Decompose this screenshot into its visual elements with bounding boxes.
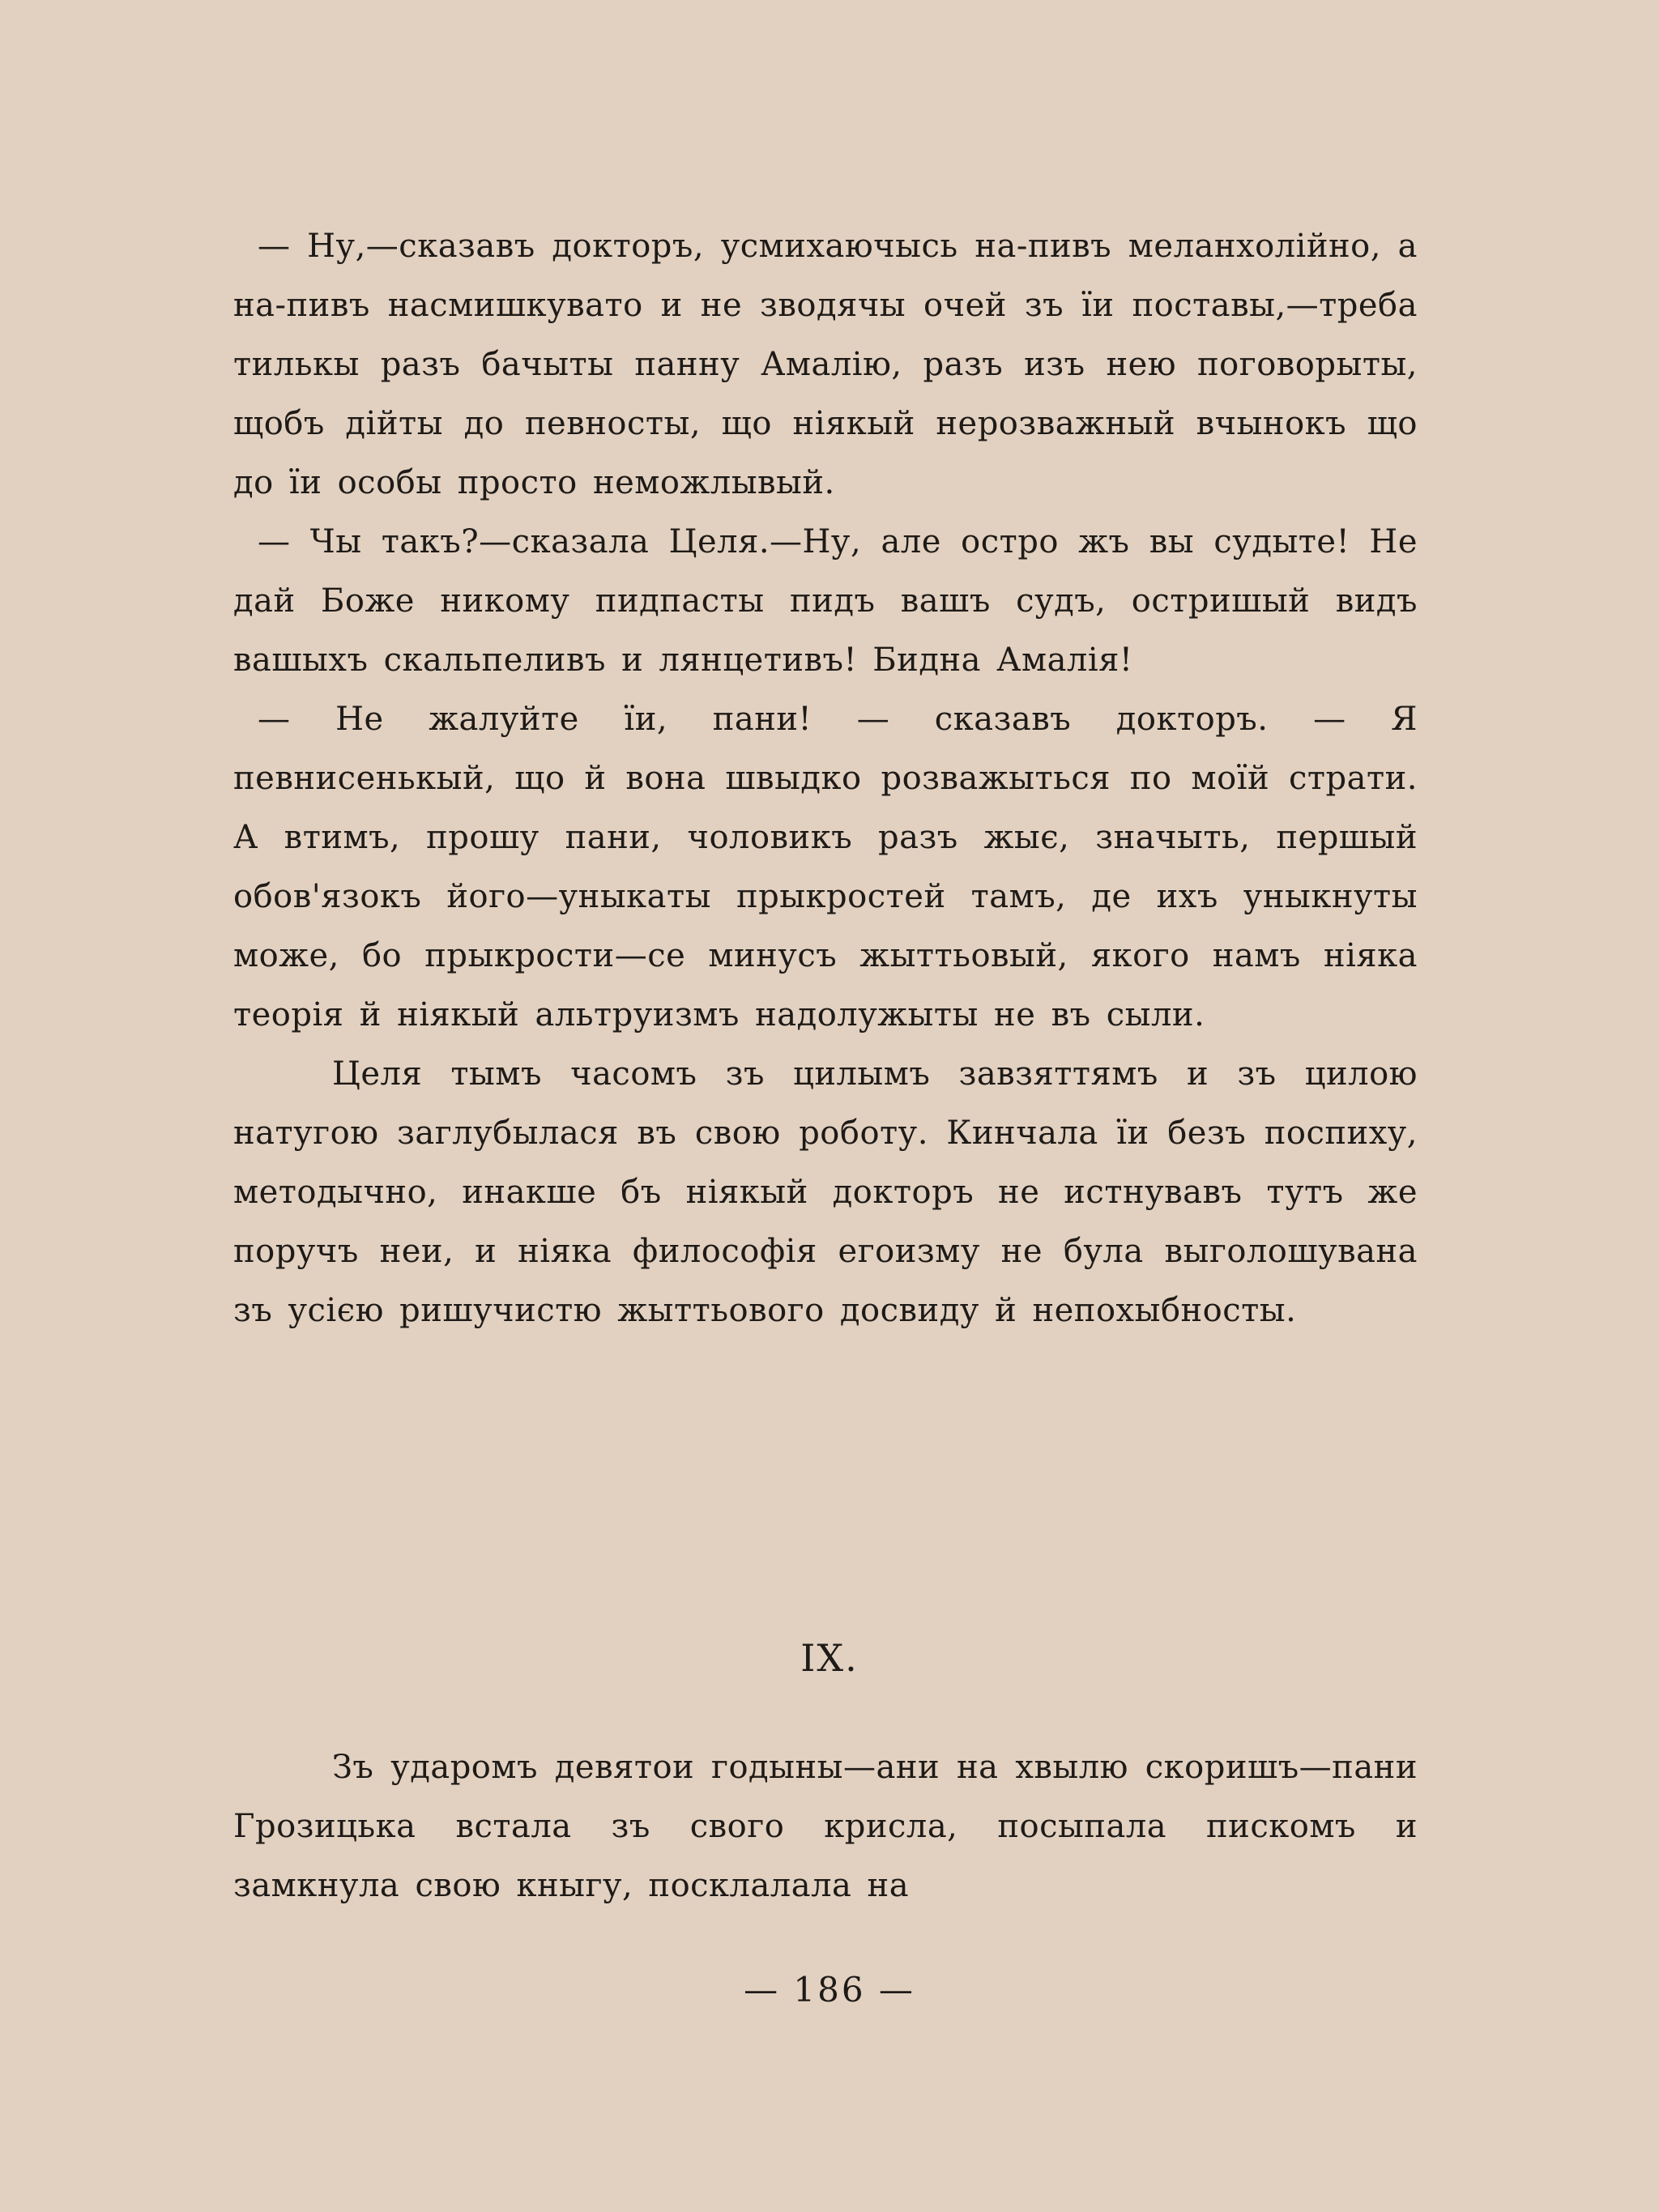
chapter-heading: IX. bbox=[800, 1636, 859, 1680]
page-number: — 186 — bbox=[744, 1970, 915, 2010]
chapter-text bbox=[233, 1738, 1418, 1916]
paragraph-dialogue-2: — Чы такъ?—сказала Целя.—Ну, але остро жъ вы судыте! Не дай Боже никому пидпасты пидъ вашъ судъ, остришый видъ вашыхъ скальпеливъ и лянцетивъ! Бидна Амалія! bbox=[233, 523, 1418, 679]
main-text bbox=[233, 217, 1418, 1340]
paragraph-dialogue-3: — Не жалуйте ïи, пани! — сказавъ докторъ. — Я певнисенькый, що й вона швыдко розважыться по моïй страти. А втимъ, прошу пани, чоловикъ разъ жыє, значыть, першый обов'язокъ його—уныкаты прыкростей тамъ, де ихъ уныкнуты може, бо прыкрости—се минусъ жыттьовый, якого намъ ніяка теорія й ніякый альтруизмъ надолужыты не въ сыли. bbox=[233, 701, 1418, 1034]
paragraph-chapter-start: Зъ ударомъ девятои годыны—ани на хвылю скоришъ—пани Грозицька встала зъ свого крисла, посыпала пискомъ и замкнула свою кныгу, посклалала на bbox=[233, 1749, 1418, 1904]
paragraph-dialogue-1: — Ну,—сказавъ докторъ, усмихаючысь на-пивъ меланхолійно, а на-пивъ насмишкувато и не зводячы очей зъ ïи поставы,—треба тилькы разъ бачыты панну Амалію, разъ изъ нею поговорыты, щобъ дійты до певносты, що ніякый нерозважный вчынокъ що до ïи особы просто неможлывый. bbox=[233, 228, 1418, 501]
paragraph-narrative: Целя тымъ часомъ зъ цилымъ завзяттямъ и зъ цилою натугою заглубылася въ свою роботу. Кинчала ïи безъ поспиху, методычно, инакше бъ ніякый докторъ не истнувавъ тутъ же поручъ неи, и ніяка философія егоизму не була выголошувана зъ усією ришучистю жыттьового досвиду й непохыбносты. bbox=[233, 1055, 1418, 1329]
